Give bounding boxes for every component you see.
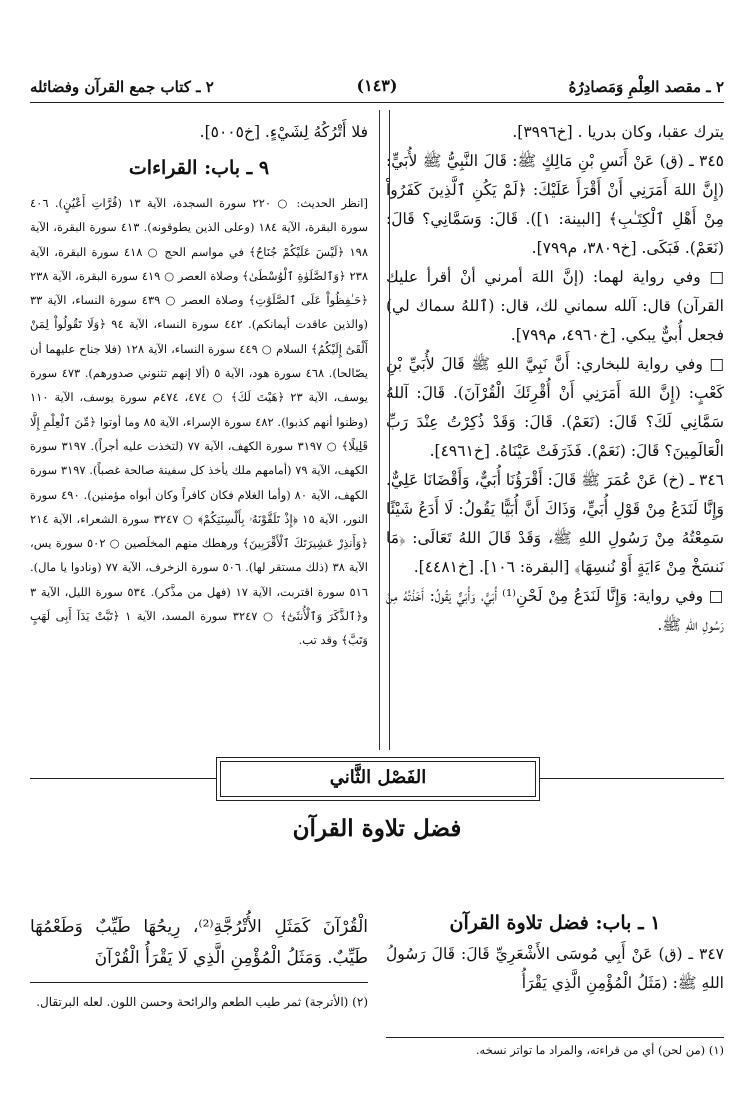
chapter-heading: ٩ ـ باب: القراءات bbox=[128, 157, 270, 179]
paragraph: □ وفي رواية لهما: (إنَّ اللهَ أمرني أنْ أقرأ عليك القرآن) قال: آلله سماني لك، قال: (ٱللهُ سماك لي) فجعل أُبيٌّ يبكي. [خ٤٩٦٠، م٧٩٩]. bbox=[386, 268, 724, 344]
hadith-345: ٣٤٥ ـ (ق) عَنْ أَنَسِ بْنِ مَالِكٍ ﷺ: قَالَ النَّبِيُّ ﷺ لأُبَيٍّ: (إِنَّ اللهَ أَمَرَنِي أَنْ أَقْرَأَ عَلَيْكَ: ﴿لَمْ يَكُنِ ٱلَّذِينَ كَفَرُواْ مِنْ أَهْلِ ٱلْكِتَـٰبِ﴾ [البينة: ١]). قَالَ: وَسَمَّانِي؟ قَالَ: (نَعَمْ). فَبَكَى. [خ٣٨٠٩، م٧٩٩]. bbox=[386, 152, 724, 257]
paragraph: □ وفي رواية: وَإِنَّا لَنَدَعُ مِنْ لَحْنِ⁽¹⁾ أُبَيٍّ، وَأُبَيٌّ يَقُولُ: أَخَذْتُهُ مِنْ رَسُولِ اللهِ ﷺ. bbox=[386, 587, 724, 634]
header-left: ٢ ـ كتاب جمع القرآن وفضائله bbox=[30, 78, 214, 96]
bottom-left-column bbox=[30, 912, 368, 974]
bottom-right-column bbox=[386, 912, 724, 998]
header-right: ٢ ـ مقصد العِلْمِ وَمَصادِرُهُ bbox=[568, 78, 724, 96]
section-title: فضل تلاوة القرآن bbox=[292, 815, 462, 842]
left-column bbox=[30, 118, 368, 653]
page-number: (١٤٣) bbox=[356, 76, 398, 95]
paragraph: فلا أَتْرُكُهُ لِشَيْءٍ. [خ٥٠٠٥]. bbox=[199, 123, 368, 141]
column-separator bbox=[379, 110, 390, 750]
footnote-1: (١) (من لحن) أي من قراءته، والمراد ما تواتر نسخه. bbox=[475, 1043, 724, 1057]
bab-heading: ١ ـ باب: فضل تلاوة القرآن bbox=[449, 912, 661, 934]
paragraph: □ وفي رواية للبخاري: أَنَّ نَبِيَّ اللهِ ﷺ قَالَ لأُبَيِّ بْنِ كَعْبٍ: (إِنَّ اللهَ أَمَرَنِي أَنْ أُقْرِئَكَ الْقُرْآنَ). قَالَ: آللهُ سَمَّانِي لَكَ؟ قَالَ: (نَعَمْ). قَالَ: وَقَدْ ذُكِرْتُ عِنْدَ رَبِّ الْعَالَمِينَ؟ قَالَ: (نَعَمْ). فَذَرَفَتْ عَيْنَاهُ. [خ٤٩٦١]. bbox=[386, 355, 724, 460]
page-header bbox=[30, 74, 724, 103]
paragraph: يترك عقبا، وكان بدريا . [خ٣٩٩٦]. bbox=[512, 123, 724, 141]
paragraph: الْقُرْآنَ كَمَثَلِ الأُتْرُجَّةِ⁽²⁾، رِيحُهَا طَيِّبٌ وَطَعْمُهَا طَيِّبٌ. وَمَثَلُ الْمُؤْمِنِ الَّذِي لَا يَقْرَأُ الْقُرْآنَ bbox=[30, 917, 368, 968]
hadith-347: ٣٤٧ ـ (ق) عَنْ أَبِي مُوسَى الأَشْعَرِيِّ قَالَ: قَالَ رَسُولُ اللهِ ﷺ: (مَثَلُ الْمُؤْمِنِ الَّذِي يَقْرَأُ bbox=[386, 945, 724, 992]
chapter-box bbox=[216, 757, 540, 801]
divider bbox=[386, 1037, 724, 1038]
chapter-box-title: الفَصْل الثَّاني bbox=[329, 767, 427, 788]
right-column bbox=[386, 118, 724, 640]
readings-note: [انظر الحديث: ○ ٢٢٠ سورة السجدة، الآية ١٣ (قُرَّاتِ أَعْيُنٍ). ٤٠٦ سورة البقرة، الآية ١٨٤ (وعلى الذين يطوقونه). ٤١٣ سورة البقرة، الآية ١٩٨ ﴿لَيْسَ عَلَيْكُمْ جُنَاحٌ﴾ في مواسم الحج ○ ٤١٨ سورة البقرة، الآية ٢٣٨ ﴿وَٱلصَّلَوٰةِ ٱلْوُسْطَىٰ﴾ وصلاة العصر ○ ٤١٩ سورة البقرة، الآية ٢٣٨ ﴿حَـٰفِظُواْ عَلَى ٱلصَّلَوَٰتِ﴾ وصلاة العصر ○ ٤٣٩ سورة النساء، الآية ٣٣ (والذين عاقدت أيمانكم). ٤٤٢ سورة النساء، الآية ٩٤ ﴿وَلَا تَقُولُواْ لِمَنْ أَلْقَىٰٓ إِلَيْكُمُ﴾ السلام ○ ٤٤٩ سورة النساء، الآية ١٢٨ (فلا جناح عليهما أن يصّالحا). ٤٦٨ سورة هود، الآية ٥ (ألا إنهم تثنوني صدورهم). ٤٧٣ سورة يوسف، الآية ٢٣ ﴿هَيْتَ لَكَ﴾ ○ ٤٧٤، ٤٧٤م سورة يوسف، الآية ١١٠ (وظنوا أنهم كذبوا). ٤٨٢ سورة الإسراء، الآية ٨٥ وما أوتوا ﴿مِّنَ ٱلْعِلْمِ إِلَّا قَلِيلًا﴾ ○ ٣١٩٧ سورة الكهف، الآية ٧٧ (لتخذت عليه أجراً). ٣١٩٧ سورة الكهف، الآية ٧٩ (أمامهم ملك يأخذ كل سفينة صالحة غصباً). ٣١٩٧ سورة الكهف، الآية ٨٠ (وأما الغلام فكان كافراً وكان أبواه مؤمنين). ٤٩٠ سورة النور، الآية ١٥ ﴿إِذْ تَلَقَّوْنَهُۥ بِأَلْسِنَتِكُمْ﴾ ○ ٣٢٤٧ سورة الشعراء، الآية ٢١٤ ﴿وَأَنذِرْ عَشِيرَتَكَ ٱلْأَقْرَبِينَ﴾ ورهطك منهم المخلَصين ○ ٥٠٢ سورة يس، الآية ٣٨ (ذلك مستقر لها). ٥٠٦ سورة الزخرف، الآية ٧٧ (ونادوا يا مال). ٥١٦ سورة اقتربت، الآية ١٧ (فهل من مذَّكر). ٥٣٤ سورة الليل، الآية ٣ و﴿ٱلذَّكَرَ وَٱلْأُنثَىٰٓ﴾ ○ ٣٢٤٧ سورة المسد، الآية ١ ﴿تَبَّتْ يَدَآ أَبِى لَهَبٍ وَتَبَّ﴾ وقد تب. bbox=[30, 196, 369, 648]
divider bbox=[30, 982, 368, 983]
hadith-346: ٣٤٦ ـ (خ) عَنْ عُمَرَ ﷺ قَالَ: أَقْرَؤُنَا أُبَيٌّ، وَأَقْضَانَا عَلِيٌّ. وَإِنَّا لَنَدَعُ مِنْ قَوْلِ أُبَيٍّ، وَذَاكَ أَنَّ أُبَيًّا يَقُولُ: لَا أَدَعُ شَيْئًا سَمِعْتُهُ مِنْ رَسُولِ اللهِ ﷺ، وَقَدْ قَالَ اللهُ تَعَالَى: ﴿مَا نَنسَخْ مِنْ ءَايَةٍ أَوْ نُنسِهَا﴾ [البقرة: ١٠٦]. [خ٤٤٨١]. bbox=[385, 471, 724, 576]
footnote-2: (٢) (الأترجة) ثمر طيب الطعم والرائحة وحسن اللون. لعله البرتقال. bbox=[36, 995, 368, 1009]
